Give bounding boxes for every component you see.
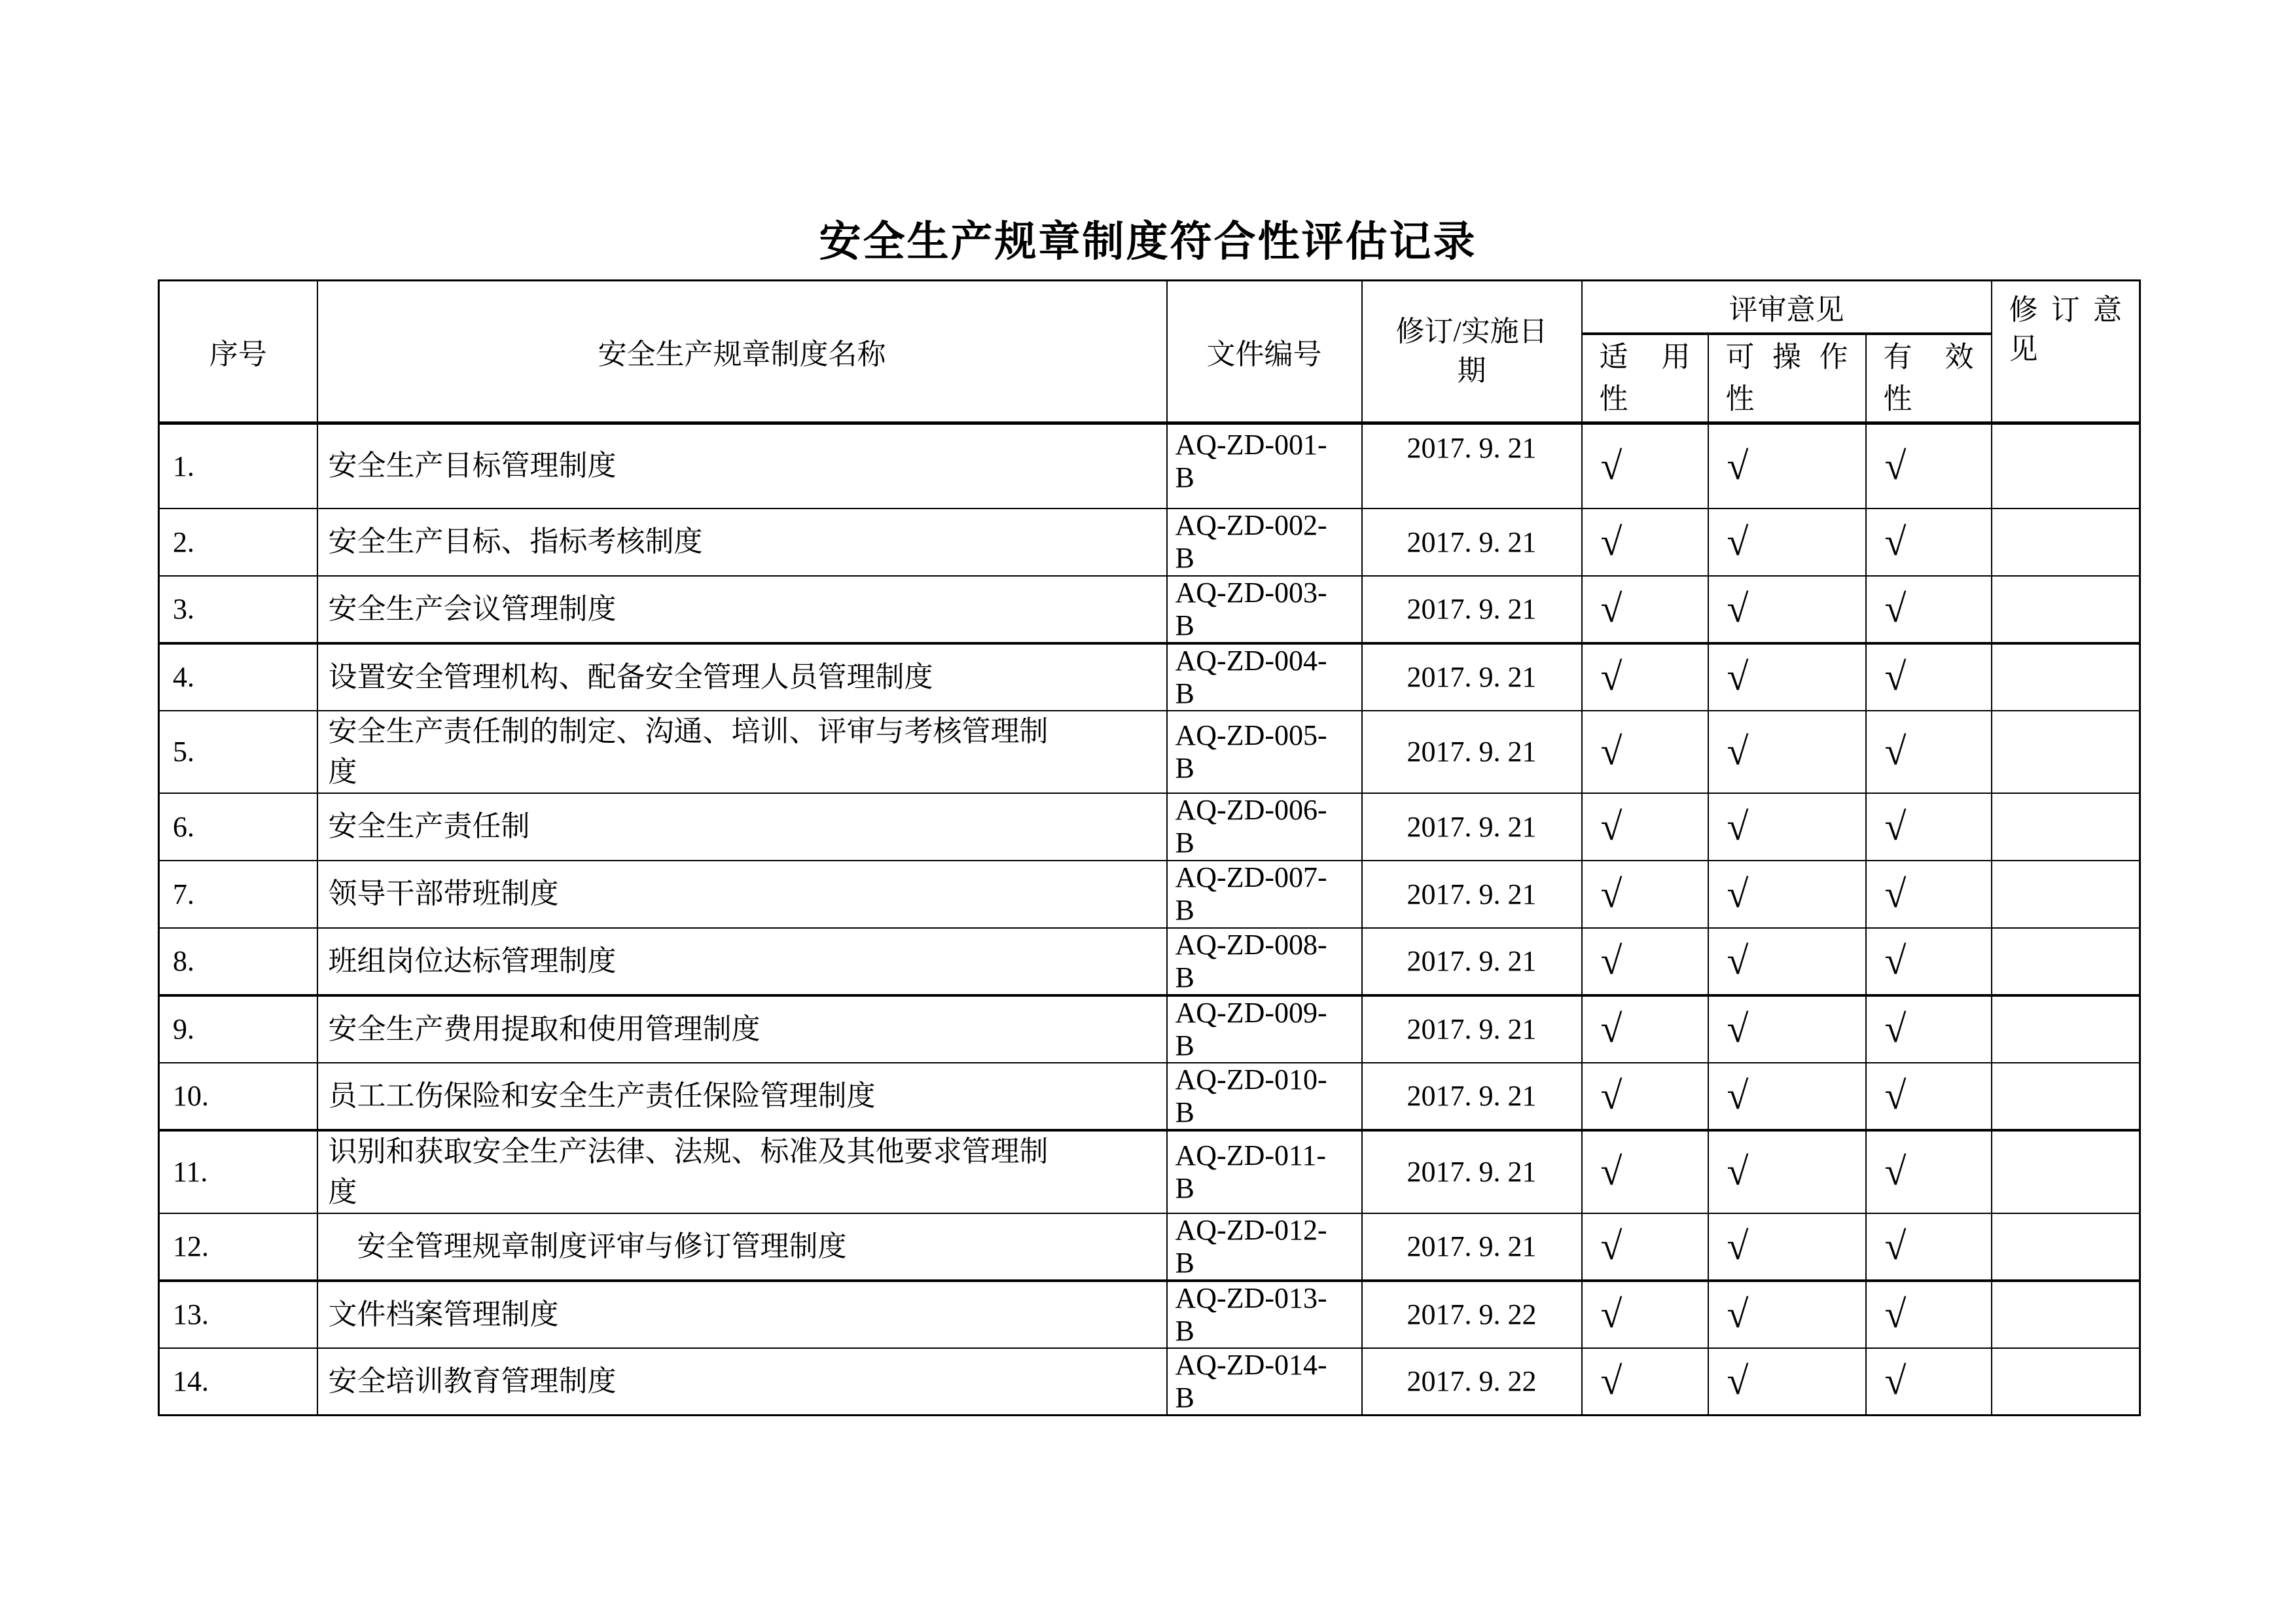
table-row xyxy=(159,995,2140,1063)
cell-name: 识别和获取安全生产法律、法规、标准及其他要求管理制 度 xyxy=(317,1130,1167,1213)
cell-name: 安全生产会议管理制度 xyxy=(317,576,1167,643)
cell-doc-no: AQ-ZD-013- B xyxy=(1167,1281,1362,1348)
cell-doc-no: AQ-ZD-012- B xyxy=(1167,1213,1362,1281)
cell-date: 2017. 9. 21 xyxy=(1362,508,1582,576)
cell-doc-no: AQ-ZD-002- B xyxy=(1167,508,1362,576)
cell-date: 2017. 9. 21 xyxy=(1362,793,1582,861)
cell-operability: √ xyxy=(1708,1281,1866,1348)
table-row xyxy=(159,793,2140,861)
cell-effectiveness: √ xyxy=(1866,793,1992,861)
cell-applicability: √ xyxy=(1582,793,1708,861)
cell-effectiveness: √ xyxy=(1866,508,1992,576)
cell-serial: 10. xyxy=(159,1063,317,1130)
cell-operability: √ xyxy=(1708,423,1866,508)
cell-revision-opinion xyxy=(1992,861,2140,928)
cell-effectiveness: √ xyxy=(1866,1348,1992,1416)
cell-effectiveness: √ xyxy=(1866,576,1992,643)
table-row xyxy=(159,423,2140,508)
cell-serial: 7. xyxy=(159,861,317,928)
cell-operability: √ xyxy=(1708,793,1866,861)
cell-doc-no: AQ-ZD-005- B xyxy=(1167,711,1362,793)
header-row-top xyxy=(159,281,2140,334)
cell-revision-opinion xyxy=(1992,508,2140,576)
cell-date: 2017. 9. 22 xyxy=(1362,1348,1582,1416)
cell-serial: 1. xyxy=(159,423,317,508)
cell-revision-opinion xyxy=(1992,1348,2140,1416)
cell-applicability: √ xyxy=(1582,576,1708,643)
cell-applicability: √ xyxy=(1582,711,1708,793)
cell-doc-no: AQ-ZD-009- B xyxy=(1167,995,1362,1063)
cell-operability: √ xyxy=(1708,995,1866,1063)
cell-applicability: √ xyxy=(1582,928,1708,995)
cell-operability: √ xyxy=(1708,643,1866,711)
cell-date: 2017. 9. 22 xyxy=(1362,1281,1582,1348)
cell-revision-opinion xyxy=(1992,576,2140,643)
cell-serial: 6. xyxy=(159,793,317,861)
cell-name: 安全生产费用提取和使用管理制度 xyxy=(317,995,1167,1063)
cell-effectiveness: √ xyxy=(1866,928,1992,995)
cell-date: 2017. 9. 21 xyxy=(1362,1213,1582,1281)
cell-serial: 12. xyxy=(159,1213,317,1281)
table-row xyxy=(159,1063,2140,1130)
cell-operability: √ xyxy=(1708,1213,1866,1281)
cell-operability: √ xyxy=(1708,928,1866,995)
cell-date: 2017. 9. 21 xyxy=(1362,423,1582,508)
assessment-table xyxy=(158,279,2141,1416)
cell-applicability: √ xyxy=(1582,1213,1708,1281)
cell-serial: 14. xyxy=(159,1348,317,1416)
cell-name: 安全生产责任制 xyxy=(317,793,1167,861)
table-row xyxy=(159,1130,2140,1213)
cell-doc-no: AQ-ZD-003- B xyxy=(1167,576,1362,643)
cell-applicability: √ xyxy=(1582,508,1708,576)
col-header-review-opinion: 评审意见 xyxy=(1582,281,1992,334)
col-header-name: 安全生产规章制度名称 xyxy=(317,281,1167,423)
cell-operability: √ xyxy=(1708,1348,1866,1416)
table-row xyxy=(159,928,2140,995)
cell-revision-opinion xyxy=(1992,1281,2140,1348)
cell-doc-no: AQ-ZD-014- B xyxy=(1167,1348,1362,1416)
cell-applicability: √ xyxy=(1582,1348,1708,1416)
cell-effectiveness: √ xyxy=(1866,1213,1992,1281)
cell-date: 2017. 9. 21 xyxy=(1362,861,1582,928)
cell-date: 2017. 9. 21 xyxy=(1362,711,1582,793)
cell-applicability: √ xyxy=(1582,861,1708,928)
cell-effectiveness: √ xyxy=(1866,861,1992,928)
cell-revision-opinion xyxy=(1992,1213,2140,1281)
cell-name: 班组岗位达标管理制度 xyxy=(317,928,1167,995)
cell-name: 安全生产目标管理制度 xyxy=(317,423,1167,508)
cell-name: 安全生产责任制的制定、沟通、培训、评审与考核管理制 度 xyxy=(317,711,1167,793)
table-body xyxy=(159,423,2140,1416)
cell-doc-no: AQ-ZD-006- B xyxy=(1167,793,1362,861)
cell-doc-no: AQ-ZD-001- B xyxy=(1167,423,1362,508)
cell-applicability: √ xyxy=(1582,1130,1708,1213)
cell-serial: 4. xyxy=(159,643,317,711)
cell-effectiveness: √ xyxy=(1866,1063,1992,1130)
cell-date: 2017. 9. 21 xyxy=(1362,576,1582,643)
col-header-doc-no: 文件编号 xyxy=(1167,281,1362,423)
table-row xyxy=(159,576,2140,643)
table-row xyxy=(159,711,2140,793)
cell-serial: 5. xyxy=(159,711,317,793)
table-row xyxy=(159,1281,2140,1348)
cell-applicability: √ xyxy=(1582,423,1708,508)
cell-serial: 2. xyxy=(159,508,317,576)
cell-date: 2017. 9. 21 xyxy=(1362,643,1582,711)
cell-applicability: √ xyxy=(1582,1063,1708,1130)
cell-name: 员工工伤保险和安全生产责任保险管理制度 xyxy=(317,1063,1167,1130)
cell-revision-opinion xyxy=(1992,995,2140,1063)
cell-serial: 3. xyxy=(159,576,317,643)
cell-revision-opinion xyxy=(1992,1063,2140,1130)
col-header-serial: 序号 xyxy=(159,281,317,423)
cell-operability: √ xyxy=(1708,861,1866,928)
cell-effectiveness: √ xyxy=(1866,1130,1992,1213)
cell-operability: √ xyxy=(1708,711,1866,793)
cell-operability: √ xyxy=(1708,1130,1866,1213)
cell-doc-no: AQ-ZD-011- B xyxy=(1167,1130,1362,1213)
cell-operability: √ xyxy=(1708,576,1866,643)
table-row xyxy=(159,1348,2140,1416)
col-header-applicability: 适 用 性 xyxy=(1582,334,1708,423)
cell-revision-opinion xyxy=(1992,423,2140,508)
cell-operability: √ xyxy=(1708,508,1866,576)
cell-applicability: √ xyxy=(1582,643,1708,711)
cell-name: 领导干部带班制度 xyxy=(317,861,1167,928)
cell-effectiveness: √ xyxy=(1866,1281,1992,1348)
page-title: 安全生产规章制度符合性评估记录 xyxy=(819,219,1477,265)
cell-doc-no: AQ-ZD-008- B xyxy=(1167,928,1362,995)
cell-revision-opinion xyxy=(1992,1130,2140,1213)
cell-doc-no: AQ-ZD-007- B xyxy=(1167,861,1362,928)
cell-serial: 8. xyxy=(159,928,317,995)
cell-serial: 9. xyxy=(159,995,317,1063)
cell-date: 2017. 9. 21 xyxy=(1362,928,1582,995)
cell-date: 2017. 9. 21 xyxy=(1362,1130,1582,1213)
cell-applicability: √ xyxy=(1582,995,1708,1063)
cell-name: 安全生产目标、指标考核制度 xyxy=(317,508,1167,576)
col-header-operability: 可 操 作 性 xyxy=(1708,334,1866,423)
cell-effectiveness: √ xyxy=(1866,643,1992,711)
table-row xyxy=(159,508,2140,576)
cell-revision-opinion xyxy=(1992,643,2140,711)
cell-name: 安全培训教育管理制度 xyxy=(317,1348,1167,1416)
col-header-date: 修订/实施日 期 xyxy=(1362,281,1582,423)
cell-revision-opinion xyxy=(1992,711,2140,793)
table-row xyxy=(159,643,2140,711)
cell-serial: 13. xyxy=(159,1281,317,1348)
cell-operability: √ xyxy=(1708,1063,1866,1130)
cell-name: 设置安全管理机构、配备安全管理人员管理制度 xyxy=(317,643,1167,711)
cell-doc-no: AQ-ZD-004- B xyxy=(1167,643,1362,711)
cell-effectiveness: √ xyxy=(1866,423,1992,508)
col-header-revision-opinion: 修 订 意 见 xyxy=(1992,281,2140,423)
cell-effectiveness: √ xyxy=(1866,995,1992,1063)
table-row xyxy=(159,1213,2140,1281)
cell-doc-no: AQ-ZD-010- B xyxy=(1167,1063,1362,1130)
cell-effectiveness: √ xyxy=(1866,711,1992,793)
cell-serial: 11. xyxy=(159,1130,317,1213)
cell-revision-opinion xyxy=(1992,793,2140,861)
cell-name: 文件档案管理制度 xyxy=(317,1281,1167,1348)
cell-applicability: √ xyxy=(1582,1281,1708,1348)
table-row xyxy=(159,861,2140,928)
cell-date: 2017. 9. 21 xyxy=(1362,995,1582,1063)
col-header-effectiveness: 有 效 性 xyxy=(1866,334,1992,423)
cell-revision-opinion xyxy=(1992,928,2140,995)
cell-date: 2017. 9. 21 xyxy=(1362,1063,1582,1130)
cell-name: 安全管理规章制度评审与修订管理制度 xyxy=(317,1213,1167,1281)
